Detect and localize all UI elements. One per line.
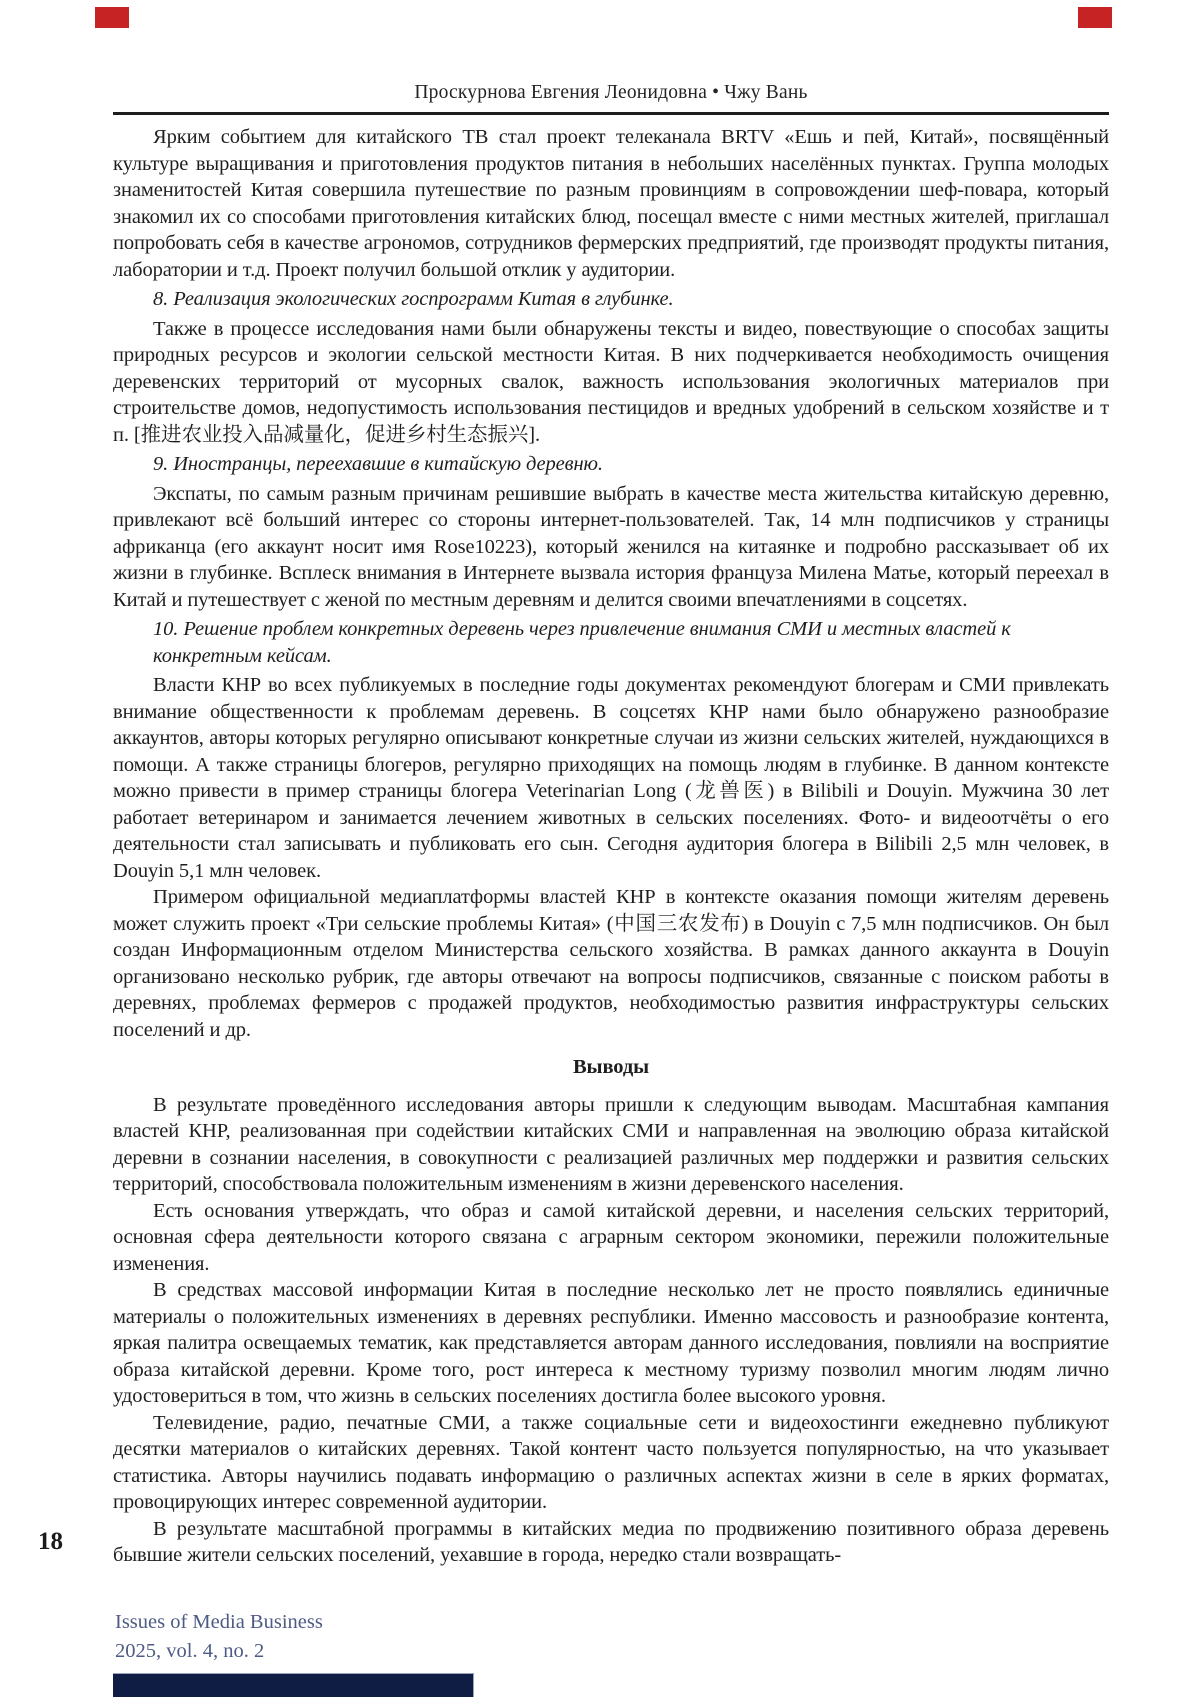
section-heading-10: 10. Решение проблем конкретных деревень через привлечение внимания СМИ и местных властей к конкретным кейсам.: [153, 618, 1011, 667]
paragraph-bloggers-help: Власти КНР во всех публикуемых в последние годы документах рекомендуют блогерам и СМИ привлекать внимание общественности к проблемам деревень. В соцсетях КНР нами было обнаружено разнообразие аккаунтов, авторы которых регулярно описывают конкретные случаи из жизни сельских жителей, нуждающихся в помощи. А также страницы блогеров, регулярно приходящих на помощь людям в глубинке. В данном контексте можно привести в пример страницы блогера Veterinarian Long (龙兽医) в Bilibili и Douyin. Мужчина 30 лет работает ветеринаром и занимается лечением животных в сельских поселениях. Фото- и видеоотчёты о его деятельности стал записывать и публиковать его сын. Сегодня аудитория блогера в Bilibili 2,5 млн человек, в Douyin 5,1 млн человек.: [113, 674, 1109, 882]
red-corner-mark-right: [1078, 7, 1112, 28]
paragraph-tv-project: Ярким событием для китайского ТВ стал проект телеканала BRTV «Ешь и пей, Китай», посвящённый культуре выращивания и приготовления продуктов питания в небольших населённых пунктах. Группа молодых знаменитостей Китая совершила путешествие по разным провинциям в сопровождении шеф-повара, который знакомил их со способами приготовления китайских блюд, посещал вместе с ними местных жителей, приглашал попробовать себя в качестве агрономов, сотрудников фермерских предприятий, где производят продукты питания, лаборатории и т.д. Проект получил большой отклик у аудитории.: [113, 126, 1109, 281]
paragraph-conclusion-1: В результате проведённого исследования авторы пришли к следующим выводам. Масштабная кампания властей КНР, реализованная при содействии китайских СМИ и направленная на эволюцию образа китайской деревни в сознании населения, в совокупности с реализацией различных мер поддержки и развития сельских территорий, способствовала положительным изменениям в жизни деревенского населения.: [113, 1093, 1109, 1195]
paragraph-conclusion-4: Телевидение, радио, печатные СМИ, а также социальные сети и видеохостинги ежедневно публикуют десятки материалов о китайских деревнях. Такой контент часто пользуется популярностью, на что указывает статистика. Авторы научились подавать информацию о различных аспектах жизни в селе в ярких форматах, провоцирующих интерес современной аудитории.: [113, 1411, 1109, 1513]
journal-title: Issues of Media Business: [115, 1611, 323, 1633]
paragraph-conclusion-3: В средствах массовой информации Китая в последние несколько лет не просто появлялись единичные материалы о положительных изменениях в деревнях республики. Именно массовость и разнообразие контента, яркая палитра освещаемых тематик, как представляется авторам данного исследования, повлияли на восприятие образа китайской деревни. Кроме того, рост интереса к местному туризму позволил многим людям лично удостовериться в том, что жизнь в сельских поселениях достигла более высокого уровня.: [113, 1279, 1109, 1407]
next-page-banner-bar: [113, 1673, 474, 1697]
red-corner-mark-left: [95, 7, 129, 28]
running-head-authors: Проскурнова Евгения Леонидовна • Чжу Вань: [414, 82, 808, 103]
conclusions-heading: Выводы: [572, 1056, 650, 1078]
paragraph-official-platform: Примером официальной медиаплатформы властей КНР в контексте оказания помощи жителям деревень может служить проект «Три сельские проблемы Китая» (中国三农发布) в Douyin с 7,5 млн подписчиков. Он был создан Информационным отделом Министерства сельского хозяйства. В рамках данного аккаунта в Douyin организовано несколько рубрик, где авторы отвечают на вопросы подписчиков, связанные с поиском работы в деревнях, проблемах фермеров с продажей продуктов, необходимостью развития инфраструктуры сельских поселений и др.: [113, 886, 1109, 1041]
journal-issue-line: 2025, vol. 4, no. 2: [115, 1640, 265, 1662]
section-heading-9: 9. Иностранцы, переехавшие в китайскую деревню.: [153, 453, 603, 475]
header-rule: [113, 112, 1109, 115]
paragraph-eco-programs: Также в процессе исследования нами были обнаружены тексты и видео, повествующие о способах защиты природных ресурсов и экологии сельской местности Китая. В них подчеркивается необходимость очищения деревенских территорий от мусорных свалок, важность использования экологичных материалов при строительстве домов, недопустимость использования пестицидов и вредных удобрений в сельском хозяйстве и т п. [推进农业投入品减量化，促进乡村生态振兴].: [113, 317, 1109, 446]
paragraph-expats: Экспаты, по самым разным причинам решившие выбрать в качестве места жительства китайскую деревню, привлекают всё больший интерес со стороны интернет-пользователей. Так, 14 млн подписчиков у страницы африканца (его аккаунт носит имя Rose10223), который женился на китаянке и подробно рассказывает об их жизни в глубинке. Всплеск внимания в Интернете вызвала история француза Милена Матье, который переехал в Китай и путешествует с женой по местным деревням и делится своими впечатлениями в соцсетях.: [113, 482, 1109, 611]
journal-footer: [115, 1608, 323, 1666]
section-heading-8: 8. Реализация экологических госпрограмм Китая в глубинке.: [153, 288, 674, 310]
page-number: 18: [38, 1528, 63, 1555]
paragraph-conclusion-5-cut: В результате масштабной программы в китайских медиа по продвижению позитивного образа деревень бывшие жители сельских поселений, уехавшие в города, нередко стали возвращать-: [113, 1517, 1109, 1566]
paragraph-conclusion-2: Есть основания утверждать, что образ и самой китайской деревни, и населения сельских территорий, основная сфера деятельности которого связана с аграрным сектором экономики, пережили положительные изменения.: [113, 1199, 1109, 1275]
article-body: [113, 124, 1109, 1569]
